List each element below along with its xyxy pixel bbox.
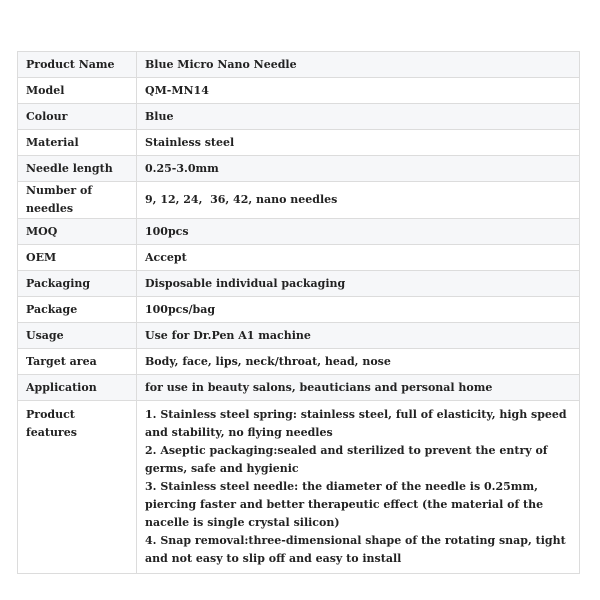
spec-value: QM-MN14 bbox=[137, 78, 580, 104]
spec-row-needle-length bbox=[18, 156, 580, 182]
spec-label: Needle length bbox=[18, 156, 137, 182]
spec-value: Disposable individual packaging bbox=[137, 271, 580, 297]
spec-row-target-area bbox=[18, 349, 580, 375]
spec-value: for use in beauty salons, beauticians and personal home bbox=[137, 375, 580, 401]
spec-value: 9, 12, 24, 36, 42, nano needles bbox=[137, 182, 580, 219]
product-spec-table bbox=[17, 51, 580, 574]
spec-label: Product features bbox=[18, 401, 137, 574]
spec-row-moq bbox=[18, 219, 580, 245]
spec-row-number-of-needles bbox=[18, 182, 580, 219]
spec-value: Blue bbox=[137, 104, 580, 130]
spec-label: Model bbox=[18, 78, 137, 104]
feature-item: 3. Stainless steel needle: the diameter of the needle is 0.25mm, piercing faster and better therapeutic effect (the material of the nacelle is single crystal silicon) bbox=[145, 480, 544, 529]
spec-row-product-name bbox=[18, 52, 580, 78]
spec-label: OEM bbox=[18, 245, 137, 271]
feature-item: 4. Snap removal:three-dimensional shape of the rotating snap, tight and not easy to slip off and easy to install bbox=[145, 534, 566, 565]
spec-label: Usage bbox=[18, 323, 137, 349]
spec-value: Use for Dr.Pen A1 machine bbox=[137, 323, 580, 349]
spec-value: 100pcs bbox=[137, 219, 580, 245]
spec-row-product-features bbox=[18, 401, 580, 574]
feature-item: 2. Aseptic packaging:sealed and sterilized to prevent the entry of germs, safe and hygienic bbox=[145, 444, 548, 475]
spec-label: Target area bbox=[18, 349, 137, 375]
spec-value: 100pcs/bag bbox=[137, 297, 580, 323]
spec-label: Package bbox=[18, 297, 137, 323]
feature-item: 1. Stainless steel spring: stainless steel, full of elasticity, high speed and stability, no flying needles bbox=[145, 408, 567, 439]
spec-row-usage bbox=[18, 323, 580, 349]
spec-row-material bbox=[18, 130, 580, 156]
spec-row-application bbox=[18, 375, 580, 401]
spec-row-package bbox=[18, 297, 580, 323]
spec-value: 0.25-3.0mm bbox=[137, 156, 580, 182]
spec-row-oem bbox=[18, 245, 580, 271]
spec-row-model bbox=[18, 78, 580, 104]
spec-label: Packaging bbox=[18, 271, 137, 297]
spec-label: Product Name bbox=[18, 52, 137, 78]
spec-label: Application bbox=[18, 375, 137, 401]
spec-row-packaging bbox=[18, 271, 580, 297]
spec-value: Stainless steel bbox=[137, 130, 580, 156]
spec-value: Body, face, lips, neck/throat, head, nose bbox=[137, 349, 580, 375]
spec-label: Material bbox=[18, 130, 137, 156]
spec-label: Number of needles bbox=[18, 182, 137, 219]
spec-value: Blue Micro Nano Needle bbox=[137, 52, 580, 78]
spec-value: Accept bbox=[137, 245, 580, 271]
spec-row-colour bbox=[18, 104, 580, 130]
spec-label: Colour bbox=[18, 104, 137, 130]
features-list bbox=[137, 401, 580, 574]
spec-label: MOQ bbox=[18, 219, 137, 245]
